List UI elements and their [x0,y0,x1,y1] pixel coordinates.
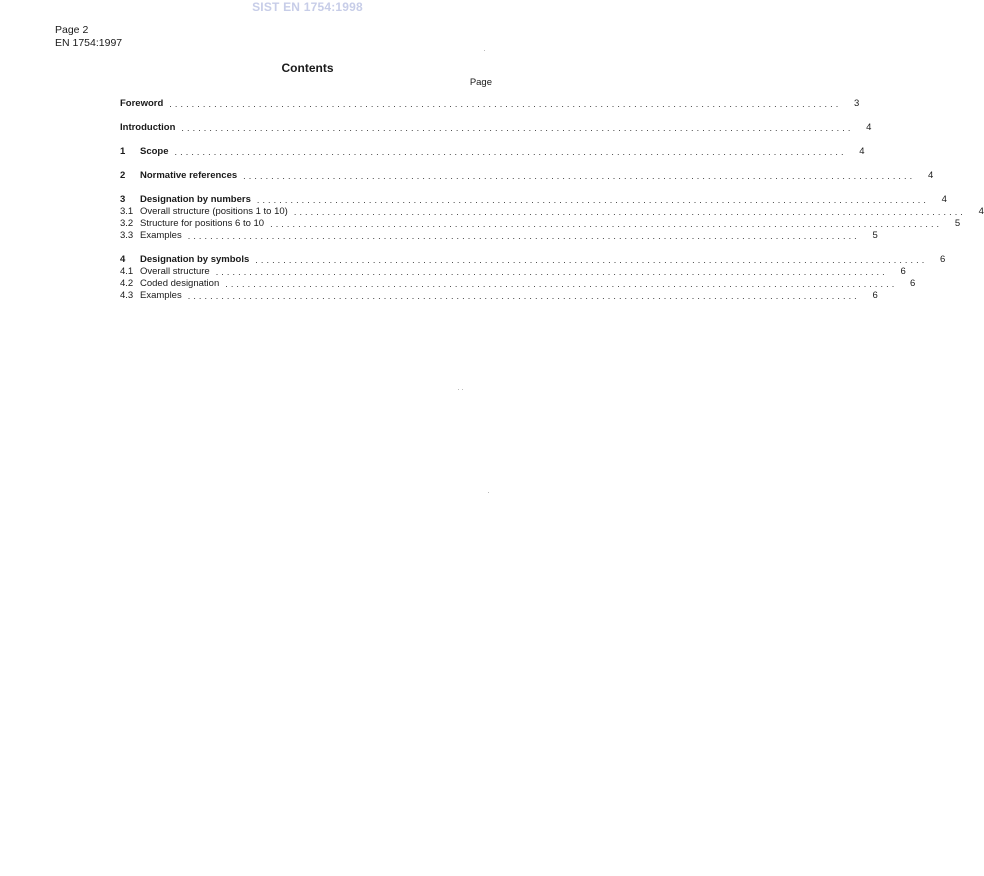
toc-entry-number: 2 [120,170,126,181]
toc-entry-page: 6 [940,254,946,265]
toc-entry-page: 5 [954,218,961,229]
toc-entry-number: 4.1 [120,266,134,277]
toc-leader-dots: ........................................................................................................................ [225,279,898,289]
scan-speck [484,50,485,51]
toc-entry-number: 4 [120,254,126,265]
page-column-label: Page [469,77,492,88]
toc-leader-dots: ........................................................................................................................ [169,99,842,109]
contents-title: Contents [281,61,334,75]
toc-entry-page: 4 [978,206,984,217]
toc-entry-title: Foreword [120,98,164,109]
toc-leader-dots: ........................................................................................................................ [215,267,888,277]
toc-entry-page: 4 [866,122,872,133]
page-number-line: Page 2 [55,24,89,36]
toc-entry-title: Scope [140,146,169,157]
toc-entry-number: 1 [120,146,126,157]
toc-entry [120,206,984,218]
toc-leader-dots: ........................................................................................................................ [255,255,928,265]
watermark: SIST EN 1754:1998 [252,0,363,14]
toc-entry-page: 5 [872,230,878,241]
scan-speck [462,389,463,390]
toc-entry-page: 6 [900,266,906,277]
page-header [55,24,122,49]
toc-entry-title: Examples [140,290,182,301]
toc-entry-title: Designation by numbers [140,194,251,205]
toc-entry-title: Coded designation [140,278,220,289]
toc-entry [120,146,865,158]
toc-leader-dots: ........................................................................................................................ [243,171,916,181]
toc-leader-dots: ........................................................................................................................ [293,207,966,217]
toc-entry-number: 3.1 [120,206,134,217]
toc-entry [120,170,934,182]
toc-entry-title: Examples [140,230,182,241]
toc-entry-number: 3.2 [120,218,134,229]
toc-entry-title: Normative references [140,170,238,181]
scan-speck [488,492,489,493]
toc-entry [120,290,878,302]
toc-entry-page: 4 [859,146,865,157]
toc-entry [120,122,872,134]
toc-entry [120,266,906,278]
toc-entry-number: 3 [120,194,126,205]
toc-leader-dots: ........................................................................................................................ [187,291,860,301]
toc-leader-dots: ........................................................................................................................ [181,123,854,133]
toc-entry-title: Introduction [120,122,176,133]
toc-entry-page: 3 [854,98,860,109]
toc-entry [120,230,878,242]
toc-entry-title: Designation by symbols [140,254,250,265]
toc-entry-page: 6 [910,278,916,289]
toc-entry [120,194,947,206]
toc-entry [120,218,961,230]
toc-leader-dots: ........................................................................................................................ [174,147,847,157]
toc-entry [120,278,916,290]
toc-entry-number: 3.3 [120,230,134,241]
toc-entry-page: 4 [927,170,934,181]
toc-entry-title: Structure for positions 6 to 10 [140,218,265,229]
scan-speck [458,389,459,390]
toc-entry [120,254,946,266]
toc-entry-page: 6 [872,290,878,301]
toc-entry [120,98,860,110]
toc-entry-title: Overall structure (positions 1 to 10) [140,206,288,217]
standard-number-line: EN 1754:1997 [55,36,123,49]
toc-entry-title: Overall structure [140,266,210,277]
toc-leader-dots: ........................................................................................................................ [270,219,943,229]
toc-leader-dots: ........................................................................................................................ [187,231,860,241]
toc-entry-page: 4 [941,194,947,205]
toc-leader-dots: ........................................................................................................................ [256,195,929,205]
toc-entry-number: 4.3 [120,290,134,301]
toc-entry-number: 4.2 [120,278,134,289]
